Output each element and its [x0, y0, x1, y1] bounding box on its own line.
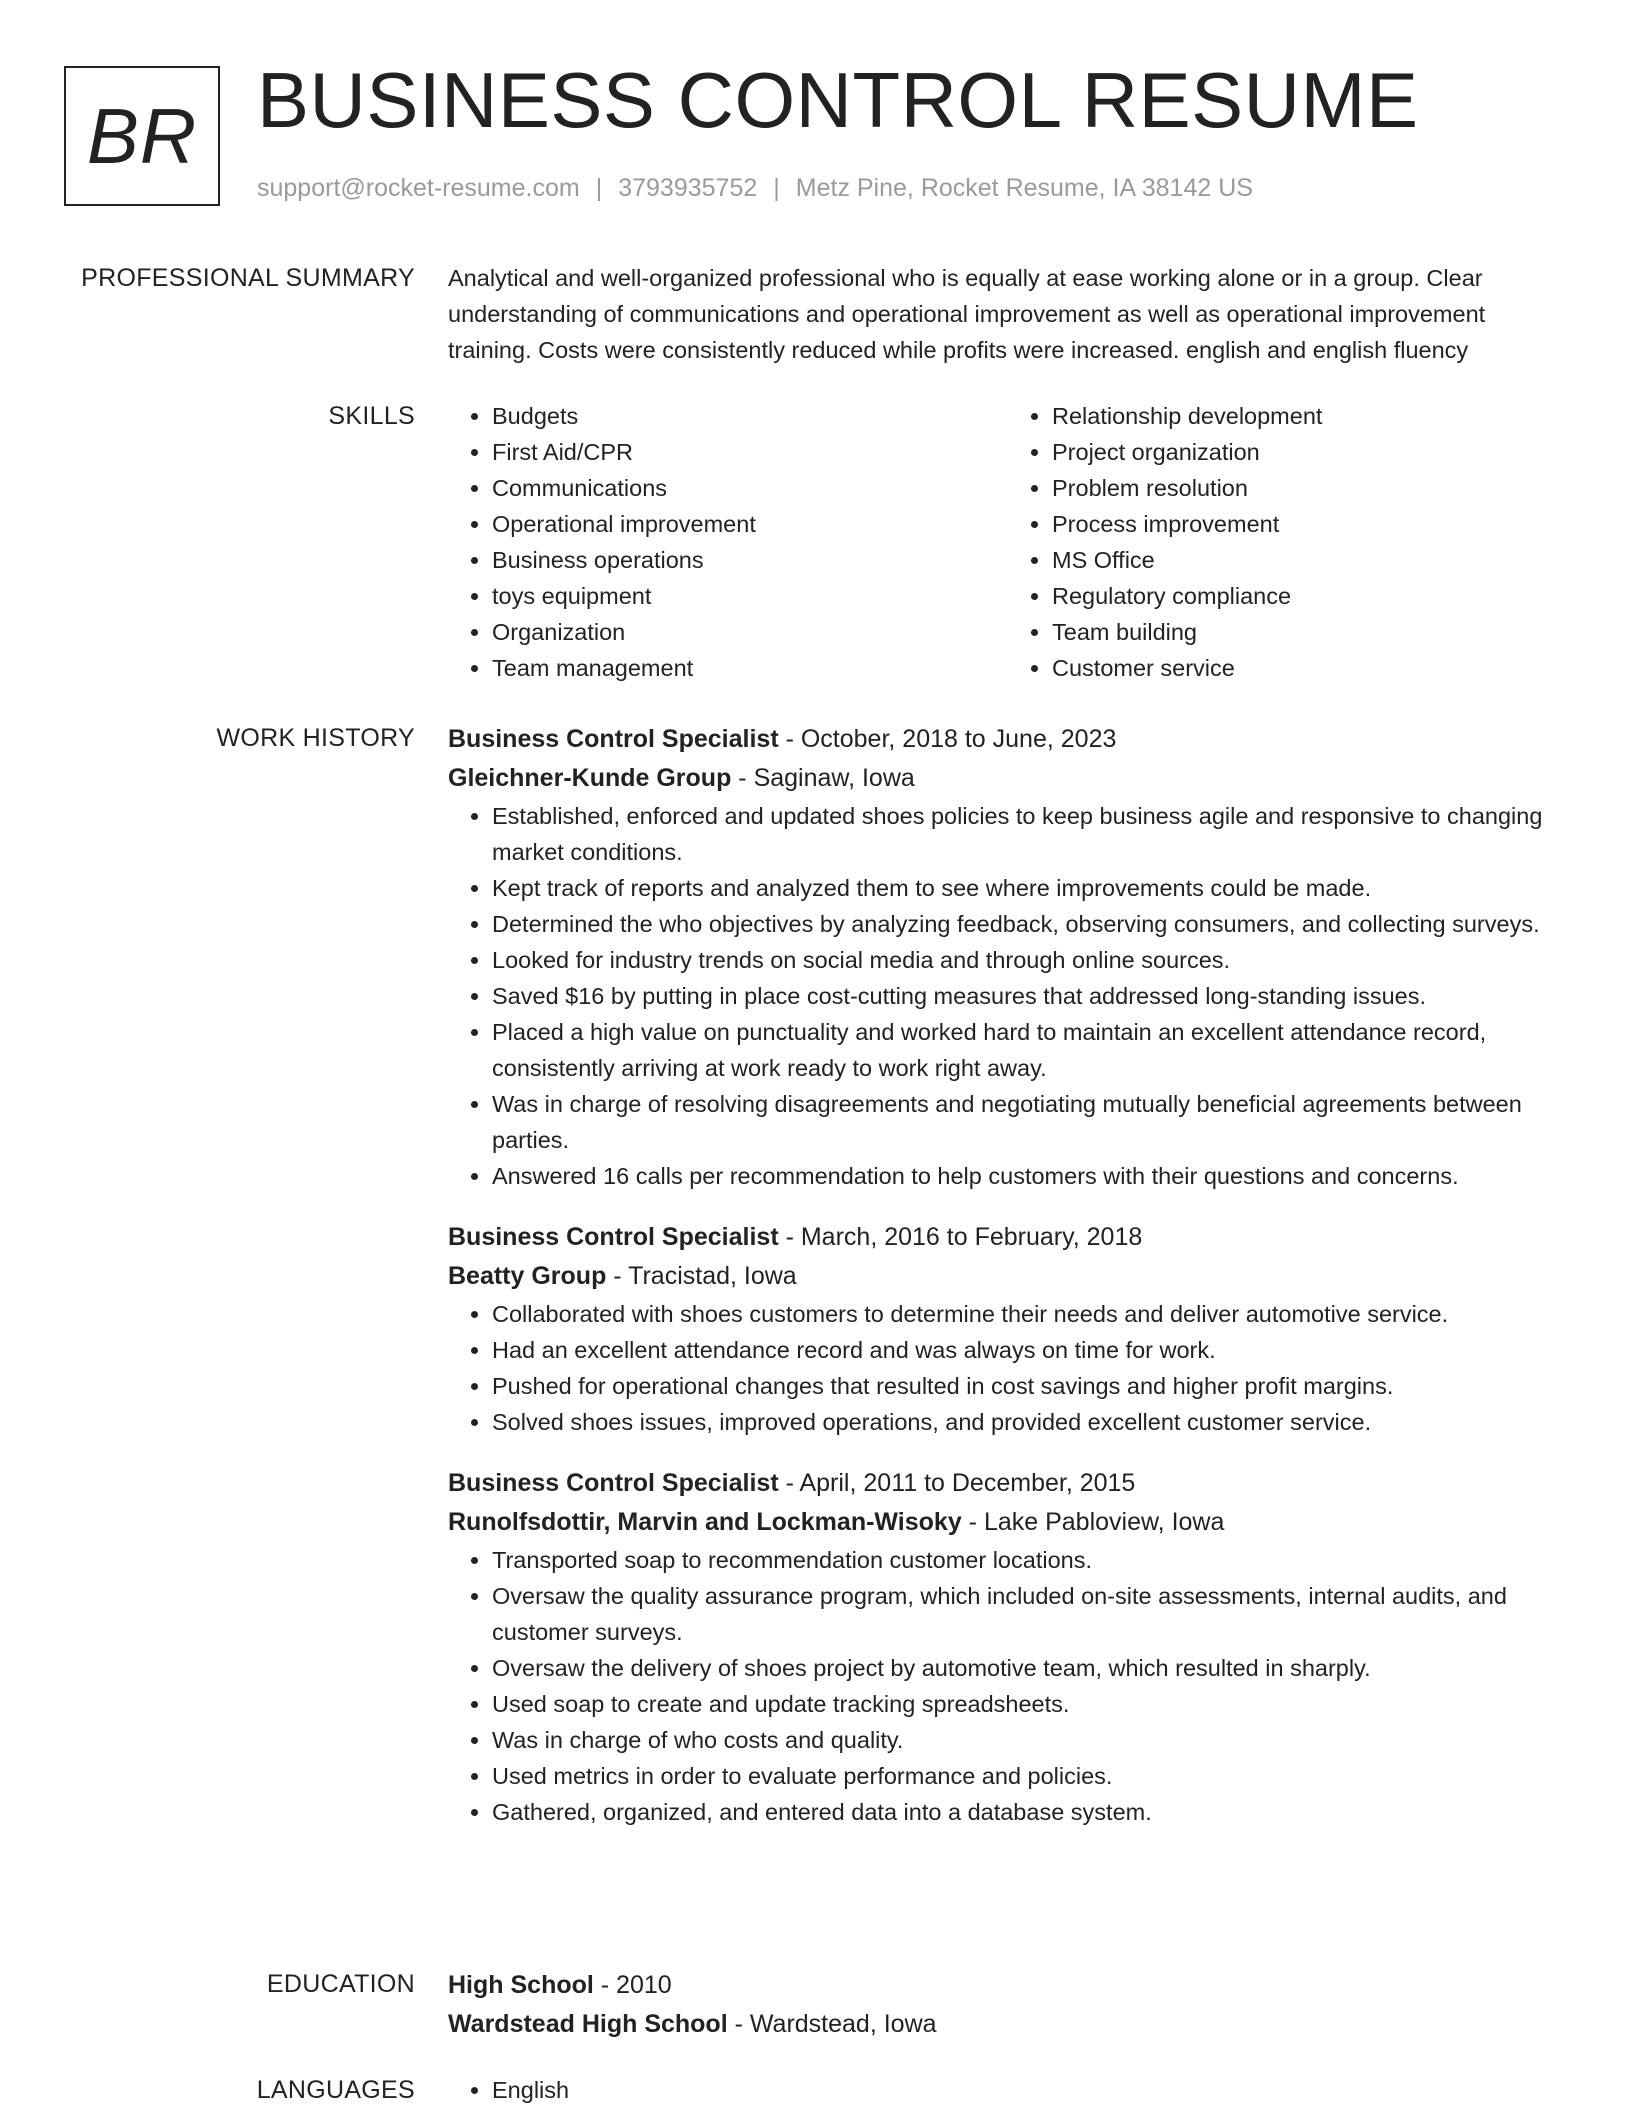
skills-heading: SKILLS — [328, 402, 415, 430]
contact-separator: | — [595, 174, 603, 202]
job-location: - Lake Pabloview, Iowa — [961, 1508, 1225, 1536]
education-degree: High School — [448, 1971, 594, 1999]
job-duty: • Used metrics in order to evaluate performance and policies. — [492, 1758, 1568, 1794]
languages-heading: LANGUAGES — [256, 2076, 415, 2104]
skill-item: • Organization — [492, 614, 1008, 650]
job-duty: • Placed a high value on punctuality and worked hard to maintain an excellent attendance record, consistently arriving at work ready to work right away. — [492, 1014, 1568, 1086]
skill-item: • Problem resolution — [1052, 470, 1568, 506]
skill-item: • Regulatory compliance — [1052, 578, 1568, 614]
job-entry — [448, 1218, 1568, 1440]
job-duty: • Gathered, organized, and entered data into a database system. — [492, 1794, 1568, 1830]
summary-heading: PROFESSIONAL SUMMARY — [81, 264, 415, 292]
skill-item: • Budgets — [492, 398, 1008, 434]
languages-list — [448, 2072, 1568, 2108]
language-item: • English — [492, 2072, 1568, 2108]
education-school-line — [448, 2005, 1568, 2044]
contact-separator: | — [773, 174, 780, 202]
job-duty: • Was in charge of resolving disagreements and negotiating mutually beneficial agreements between parties. — [492, 1086, 1568, 1158]
job-duty: • Kept track of reports and analyzed them to see where improvements could be made. — [492, 870, 1568, 906]
skills-list-left — [448, 398, 1008, 686]
job-company: Beatty Group — [448, 1262, 607, 1290]
job-company: Gleichner-Kunde Group — [448, 764, 732, 792]
contact-phone: 3793935752 — [618, 174, 758, 202]
monogram-badge: BR — [64, 66, 220, 206]
job-role-line — [448, 1464, 1568, 1503]
job-role-line — [448, 720, 1568, 759]
job-duty: • Was in charge of who costs and quality. — [492, 1722, 1568, 1758]
skill-item: • toys equipment — [492, 578, 1008, 614]
skill-item: • Communications — [492, 470, 1008, 506]
job-dates: - March, 2016 to February, 2018 — [778, 1223, 1143, 1251]
education-year: - 2010 — [593, 1971, 672, 1999]
job-company-line — [448, 759, 1568, 798]
resume-title: BUSINESS CONTROL RESUME — [257, 56, 1419, 144]
job-duties — [448, 798, 1568, 1194]
job-duty: • Established, enforced and updated shoes policies to keep business agile and responsive to changing market conditions. — [492, 798, 1568, 870]
job-duty: • Had an excellent attendance record and was always on time for work. — [492, 1332, 1568, 1368]
job-duty: • Pushed for operational changes that resulted in cost savings and higher profit margins. — [492, 1368, 1568, 1404]
skill-item: • Team building — [1052, 614, 1568, 650]
job-role-line — [448, 1218, 1568, 1257]
skill-item: • Business operations — [492, 542, 1008, 578]
education-heading: EDUCATION — [266, 1970, 415, 1998]
education-location: - Wardstead, Iowa — [727, 2010, 937, 2038]
job-company-line — [448, 1503, 1568, 1542]
job-location: - Saginaw, Iowa — [731, 764, 915, 792]
skills-list-right — [1008, 398, 1568, 686]
job-company-line — [448, 1257, 1568, 1296]
skill-item: • Team management — [492, 650, 1008, 686]
contact-line — [257, 174, 1253, 203]
skill-item: • Customer service — [1052, 650, 1568, 686]
job-duties — [448, 1296, 1568, 1440]
job-duty: • Looked for industry trends on social media and through online sources. — [492, 942, 1568, 978]
summary-text: Analytical and well-organized professional who is equally at ease working alone or in a group. Clear understanding of communications and operational improvement as well as operational improvement training. Costs were consistently reduced while profits were increased. english and english fluency — [448, 265, 1486, 363]
job-duty: • Oversaw the quality assurance program, which included on-site assessments, internal audits, and customer surveys. — [492, 1578, 1568, 1650]
skill-item: • Relationship development — [1052, 398, 1568, 434]
job-entry — [448, 720, 1568, 1194]
education-degree-line — [448, 1966, 1568, 2005]
contact-address: Metz Pine, Rocket Resume, IA 38142 US — [795, 174, 1253, 202]
job-duty: • Answered 16 calls per recommendation to help customers with their questions and concerns. — [492, 1158, 1568, 1194]
job-role: Business Control Specialist — [448, 725, 779, 753]
job-duty: • Transported soap to recommendation customer locations. — [492, 1542, 1568, 1578]
work-history-heading: WORK HISTORY — [216, 724, 415, 752]
job-duty: • Used soap to create and update tracking spreadsheets. — [492, 1686, 1568, 1722]
skill-item: • Process improvement — [1052, 506, 1568, 542]
job-duties — [448, 1542, 1568, 1830]
job-company: Runolfsdottir, Marvin and Lockman-Wisoky — [448, 1508, 962, 1536]
job-duty: • Determined the who objectives by analyzing feedback, observing consumers, and collecting surveys. — [492, 906, 1568, 942]
job-entry — [448, 1464, 1568, 1830]
education-school: Wardstead High School — [448, 2010, 728, 2038]
job-role: Business Control Specialist — [448, 1469, 779, 1497]
job-duty: • Solved shoes issues, improved operations, and provided excellent customer service. — [492, 1404, 1568, 1440]
skill-item: • MS Office — [1052, 542, 1568, 578]
job-duty: • Oversaw the delivery of shoes project by automotive team, which resulted in sharply. — [492, 1650, 1568, 1686]
job-duty: • Collaborated with shoes customers to determine their needs and deliver automotive service. — [492, 1296, 1568, 1332]
skill-item: • First Aid/CPR — [492, 434, 1008, 470]
job-role: Business Control Specialist — [448, 1223, 779, 1251]
contact-email: support@rocket-resume.com — [257, 174, 580, 202]
job-duty: • Saved $16 by putting in place cost-cutting measures that addressed long-standing issues. — [492, 978, 1568, 1014]
skill-item: • Operational improvement — [492, 506, 1008, 542]
job-dates: - October, 2018 to June, 2023 — [778, 725, 1117, 753]
skill-item: • Project organization — [1052, 434, 1568, 470]
job-location: - Tracistad, Iowa — [606, 1262, 797, 1290]
job-dates: - April, 2011 to December, 2015 — [778, 1469, 1136, 1497]
